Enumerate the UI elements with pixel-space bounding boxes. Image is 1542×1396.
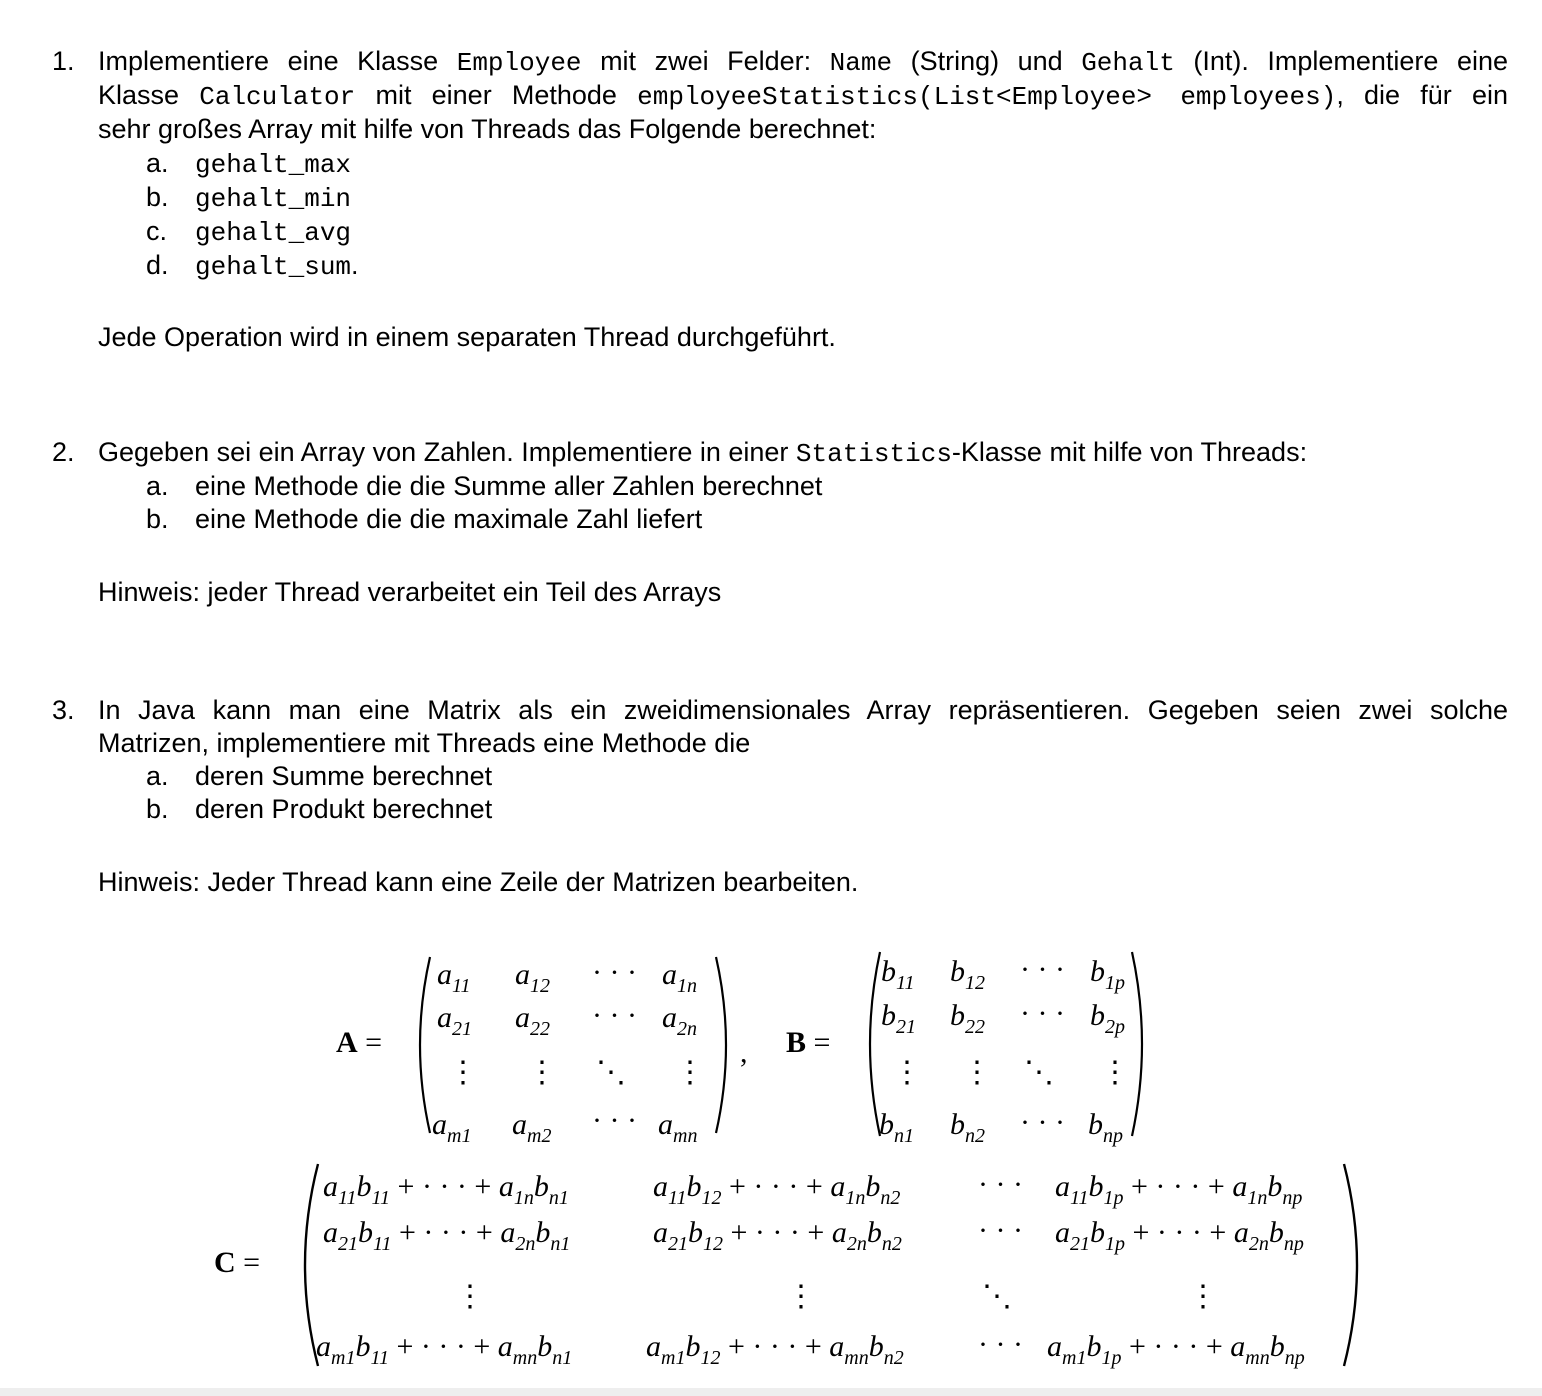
matrix-ellipsis: · · · bbox=[978, 1328, 1023, 1361]
task-text-line: Matrizen, implementiere mit Threads eine Methode die bbox=[98, 728, 751, 758]
right-paren-icon bbox=[1128, 950, 1154, 1138]
task-text-line bbox=[98, 44, 1508, 80]
item-text: eine Methode die die maximale Zahl liefert bbox=[195, 504, 703, 534]
code-term: gehalt_min bbox=[195, 184, 352, 214]
code-term: Calculator bbox=[199, 82, 356, 112]
matrix-c-label: C = bbox=[214, 1246, 261, 1279]
matrix-vdots: ⋮ bbox=[675, 1056, 705, 1089]
matrix-entry: $b_{2p}$ bbox=[1090, 999, 1125, 1038]
task-text-line: sehr großes Array mit hilfe von Threads das Folgende berechnet: bbox=[98, 114, 877, 144]
matrix-a-label: A = bbox=[336, 1026, 383, 1059]
code-term: gehalt_avg bbox=[195, 218, 352, 248]
matrix-ellipsis: · · · bbox=[978, 1168, 1023, 1201]
matrix-ellipsis: · · · bbox=[1020, 1106, 1065, 1139]
matrix-entry: $a_{mn}$ bbox=[658, 1108, 698, 1147]
task-text-line: In Java kann man eine Matrix als ein zweidimensionales Array repräsentieren. Gegeben seien zwei solche bbox=[98, 695, 1508, 725]
task-note: Hinweis: Jeder Thread kann eine Zeile der Matrizen bearbeiten. bbox=[98, 867, 859, 897]
task-note: Jede Operation wird in einem separaten Thread durchgeführt. bbox=[98, 322, 836, 352]
matrix-ddots: ⋱ bbox=[596, 1056, 626, 1089]
task-note: Hinweis: jeder Thread verarbeitet ein Teil des Arrays bbox=[98, 577, 722, 607]
task-number: 1. bbox=[52, 46, 75, 76]
text-run: (String) und bbox=[892, 46, 1082, 76]
bottom-edge bbox=[0, 1388, 1542, 1396]
matrix-vdots: ⋮ bbox=[786, 1280, 816, 1313]
code-term: gehalt_max bbox=[195, 150, 352, 180]
text-run: Implementiere eine Klasse bbox=[98, 46, 457, 76]
text-run: . bbox=[351, 250, 359, 280]
matrix-entry: $b_{1p}$ bbox=[1090, 955, 1125, 994]
text-run: (Int). Implementiere eine bbox=[1174, 46, 1508, 76]
item-text: deren Summe berechnet bbox=[195, 761, 493, 791]
matrix-entry: $a_{21}b_{1p}$ + · · · + $a_{2n}b_{np}$ bbox=[1055, 1216, 1304, 1255]
task-number: 2. bbox=[52, 437, 75, 467]
matrix-entry: $a_{2n}$ bbox=[662, 1001, 697, 1040]
text-run: , die für ein bbox=[1336, 80, 1508, 110]
matrix-entry: $a_{21}b_{11}$ + · · · + $a_{2n}b_{n1}$ bbox=[323, 1216, 571, 1255]
matrix-ellipsis: · · · bbox=[1020, 953, 1065, 986]
task-text-line bbox=[98, 435, 1307, 471]
text-run: -Klasse mit hilfe von Threads: bbox=[951, 437, 1308, 467]
matrix-entry: $a_{11}b_{11}$ + · · · + $a_{1n}b_{n1}$ bbox=[323, 1170, 569, 1209]
task-number: 3. bbox=[52, 695, 75, 725]
matrix-entry: $a_{m1}b_{12}$ + · · · + $a_{mn}b_{n2}$ bbox=[646, 1330, 904, 1369]
matrix-ddots: ⋱ bbox=[1024, 1056, 1054, 1089]
matrix-b-label: B = bbox=[786, 1026, 831, 1059]
matrix-entry: $a_{m1}b_{1p}$ + · · · + $a_{mn}b_{np}$ bbox=[1047, 1330, 1305, 1369]
matrix-ellipsis: · · · bbox=[978, 1214, 1023, 1247]
matrix-vdots: ⋮ bbox=[892, 1056, 922, 1089]
item-label: b. bbox=[146, 182, 169, 212]
matrix-vdots: ⋮ bbox=[455, 1280, 485, 1313]
matrix-entry: $a_{11}b_{1p}$ + · · · + $a_{1n}b_{np}$ bbox=[1055, 1170, 1303, 1209]
matrix-entry: $b_{n2}$ bbox=[950, 1108, 985, 1147]
item-label: b. bbox=[146, 794, 169, 824]
separator-comma: , bbox=[740, 1036, 748, 1069]
item-text bbox=[195, 248, 359, 284]
matrix-ellipsis: · · · bbox=[592, 999, 637, 1032]
matrix-entry: $a_{m1}b_{11}$ + · · · + $a_{mn}b_{n1}$ bbox=[316, 1330, 573, 1369]
text-run: Klasse bbox=[98, 80, 200, 110]
matrix-entry: $a_{11}$ bbox=[437, 958, 471, 997]
matrix-entry: $a_{1n}$ bbox=[662, 958, 697, 997]
right-paren-icon bbox=[712, 955, 738, 1135]
matrix-ellipsis: · · · bbox=[1020, 997, 1065, 1030]
item-text bbox=[195, 214, 351, 250]
matrix-entry: $b_{21}$ bbox=[881, 999, 916, 1038]
item-text: deren Produkt berechnet bbox=[195, 794, 493, 824]
left-paren-icon bbox=[408, 955, 434, 1135]
item-text bbox=[195, 180, 351, 216]
text-run: mit einer Methode bbox=[355, 80, 638, 110]
matrix-entry: $a_{11}b_{12}$ + · · · + $a_{1n}b_{n2}$ bbox=[653, 1170, 901, 1209]
matrix-entry: $b_{12}$ bbox=[950, 955, 985, 994]
item-text bbox=[195, 146, 351, 182]
right-paren-icon bbox=[1340, 1162, 1372, 1368]
code-term: Gehalt bbox=[1081, 48, 1175, 78]
matrix-entry: $a_{12}$ bbox=[515, 958, 550, 997]
text-run: Gegeben sei ein Array von Zahlen. Implementiere in einer bbox=[98, 437, 796, 467]
matrix-vdots: ⋮ bbox=[1188, 1280, 1218, 1313]
item-label: c. bbox=[146, 216, 168, 246]
matrix-vdots: ⋮ bbox=[1100, 1056, 1130, 1089]
code-term: employeeStatistics(List<Employee> employees) bbox=[637, 82, 1337, 112]
matrix-entry: $a_{21}$ bbox=[437, 1001, 472, 1040]
code-term: Statistics bbox=[795, 439, 952, 469]
task-text-line bbox=[98, 78, 1508, 114]
text-run: mit zwei Felder: bbox=[581, 46, 830, 76]
matrix-entry: $b_{11}$ bbox=[881, 955, 915, 994]
code-term: Name bbox=[829, 48, 893, 78]
matrix-vdots: ⋮ bbox=[448, 1056, 478, 1089]
matrix-entry: $b_{n1}$ bbox=[879, 1108, 914, 1147]
matrix-entry: $b_{22}$ bbox=[950, 999, 985, 1038]
matrix-entry: $b_{np}$ bbox=[1088, 1108, 1123, 1147]
matrix-entry: $a_{21}b_{12}$ + · · · + $a_{2n}b_{n2}$ bbox=[653, 1216, 902, 1255]
code-term: Employee bbox=[456, 48, 582, 78]
matrix-ddots: ⋱ bbox=[982, 1280, 1012, 1313]
matrix-vdots: ⋮ bbox=[962, 1056, 992, 1089]
item-text: eine Methode die die Summe aller Zahlen berechnet bbox=[195, 471, 823, 501]
matrix-entry: $a_{22}$ bbox=[515, 1001, 550, 1040]
item-label: b. bbox=[146, 504, 169, 534]
matrix-entry: $a_{m1}$ bbox=[432, 1108, 472, 1147]
matrix-ellipsis: · · · bbox=[592, 1104, 637, 1137]
code-term: gehalt_sum bbox=[195, 252, 352, 282]
item-label: a. bbox=[146, 761, 169, 791]
item-label: d. bbox=[146, 250, 169, 280]
item-label: a. bbox=[146, 148, 169, 178]
item-label: a. bbox=[146, 471, 169, 501]
matrix-ellipsis: · · · bbox=[592, 956, 637, 989]
matrix-vdots: ⋮ bbox=[527, 1056, 557, 1089]
matrix-entry: $a_{m2}$ bbox=[512, 1108, 552, 1147]
